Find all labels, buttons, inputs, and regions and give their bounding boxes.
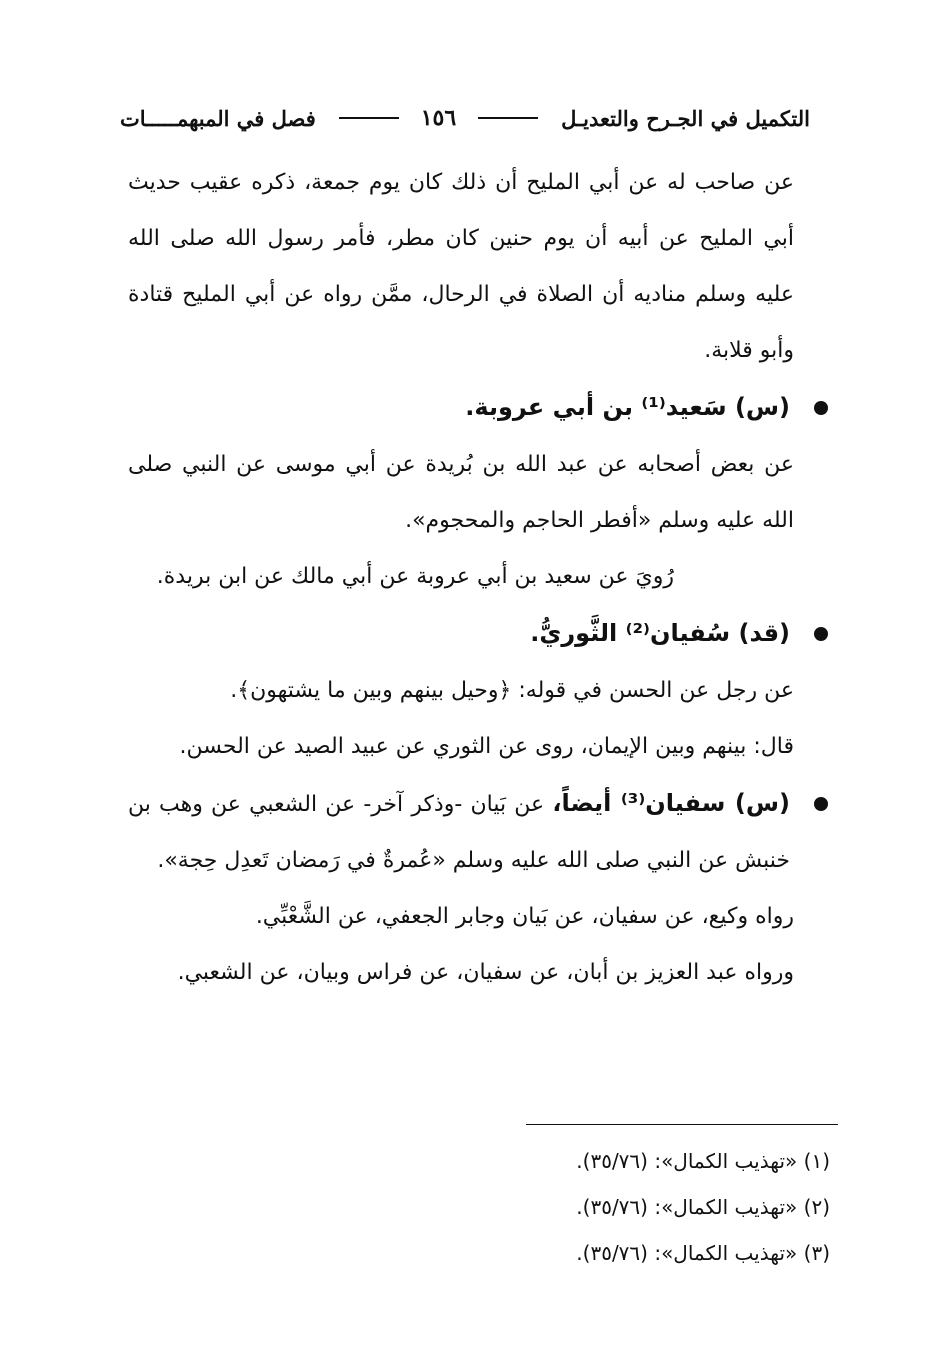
main-text: [128, 155, 834, 1001]
header-dash-right: [478, 117, 538, 119]
bullet-icon: [814, 401, 828, 415]
paragraph-1: عن صاحب له عن أبي المليح أن ذلك كان يوم جمعة، ذكره عقيب حديث أبي المليح عن أبيه أن يوم حنين كان مطر، فأمر رسول الله صلى الله عليه وسلم مناديه أن الصلاة في الرحال، ممَّن رواه عن أبي المليح قتادة وأبو قلابة.: [128, 170, 794, 363]
footnote-divider: [526, 1124, 838, 1125]
paragraph-5: قال: بينهم وبين الإيمان، روى عن الثوري عن عبيد الصيد عن الحسن.: [179, 734, 794, 759]
bullet-icon: [814, 627, 828, 641]
paragraph-2: عن بعض أصحابه عن عبد الله بن بُريدة عن أبي موسى عن النبي صلى الله عليه وسلم «أفطر الحاجم والمحجوم».: [128, 452, 794, 533]
footnotes: [400, 1138, 830, 1276]
entry-sufyan-thawri: [128, 605, 834, 663]
paragraph-6: رواه وكيع، عن سفيان، عن بَيان وجابر الجعفي، عن الشَّعْبِّي.: [255, 904, 794, 929]
footnote-2: (٢) «تهذيب الكمال»: (٣٥/٧٦).: [576, 1195, 830, 1219]
book-title: التكميل في الجـرح والتعديـل: [561, 105, 810, 131]
entry-title: (س) سفيان⁽³⁾ أيضاً،: [552, 789, 790, 817]
header-dash-left: [339, 117, 399, 119]
running-header: [120, 98, 810, 138]
paragraph-3: رُويَ عن سعيد بن أبي عروبة عن أبي مالك عن ابن بريدة.: [156, 564, 674, 589]
entry-said: [128, 379, 834, 437]
entry-body: عن بَيان -وذكر آخر- عن الشعبي عن وهب بن خنبش عن النبي صلى الله عليه وسلم «عُمرةٌ في رَمضان تَعدِل حِجة».: [128, 792, 790, 873]
entry-sufyan: [128, 775, 834, 889]
paragraph-7: ورواه عبد العزيز بن أبان، عن سفيان، عن فراس وبيان، عن الشعبي.: [177, 960, 794, 985]
paragraph-4: عن رجل عن الحسن في قوله: ﴿وحيل بينهم وبين ما يشتهون﴾.: [230, 678, 794, 703]
footnote-3: (٣) «تهذيب الكمال»: (٣٥/٧٦).: [576, 1241, 830, 1265]
section-title: فصل في المبهمـــــات: [120, 105, 316, 131]
footnote-1: (١) «تهذيب الكمال»: (٣٥/٧٦).: [576, 1149, 830, 1173]
page-number: ١٥٦: [420, 105, 457, 131]
entry-title: (قد) سُفيان⁽²⁾ الثَّوريُّ.: [530, 619, 790, 647]
entry-title: (س) سَعيد⁽¹⁾ بن أبي عروبة.: [465, 393, 790, 421]
bullet-icon: [814, 797, 828, 811]
